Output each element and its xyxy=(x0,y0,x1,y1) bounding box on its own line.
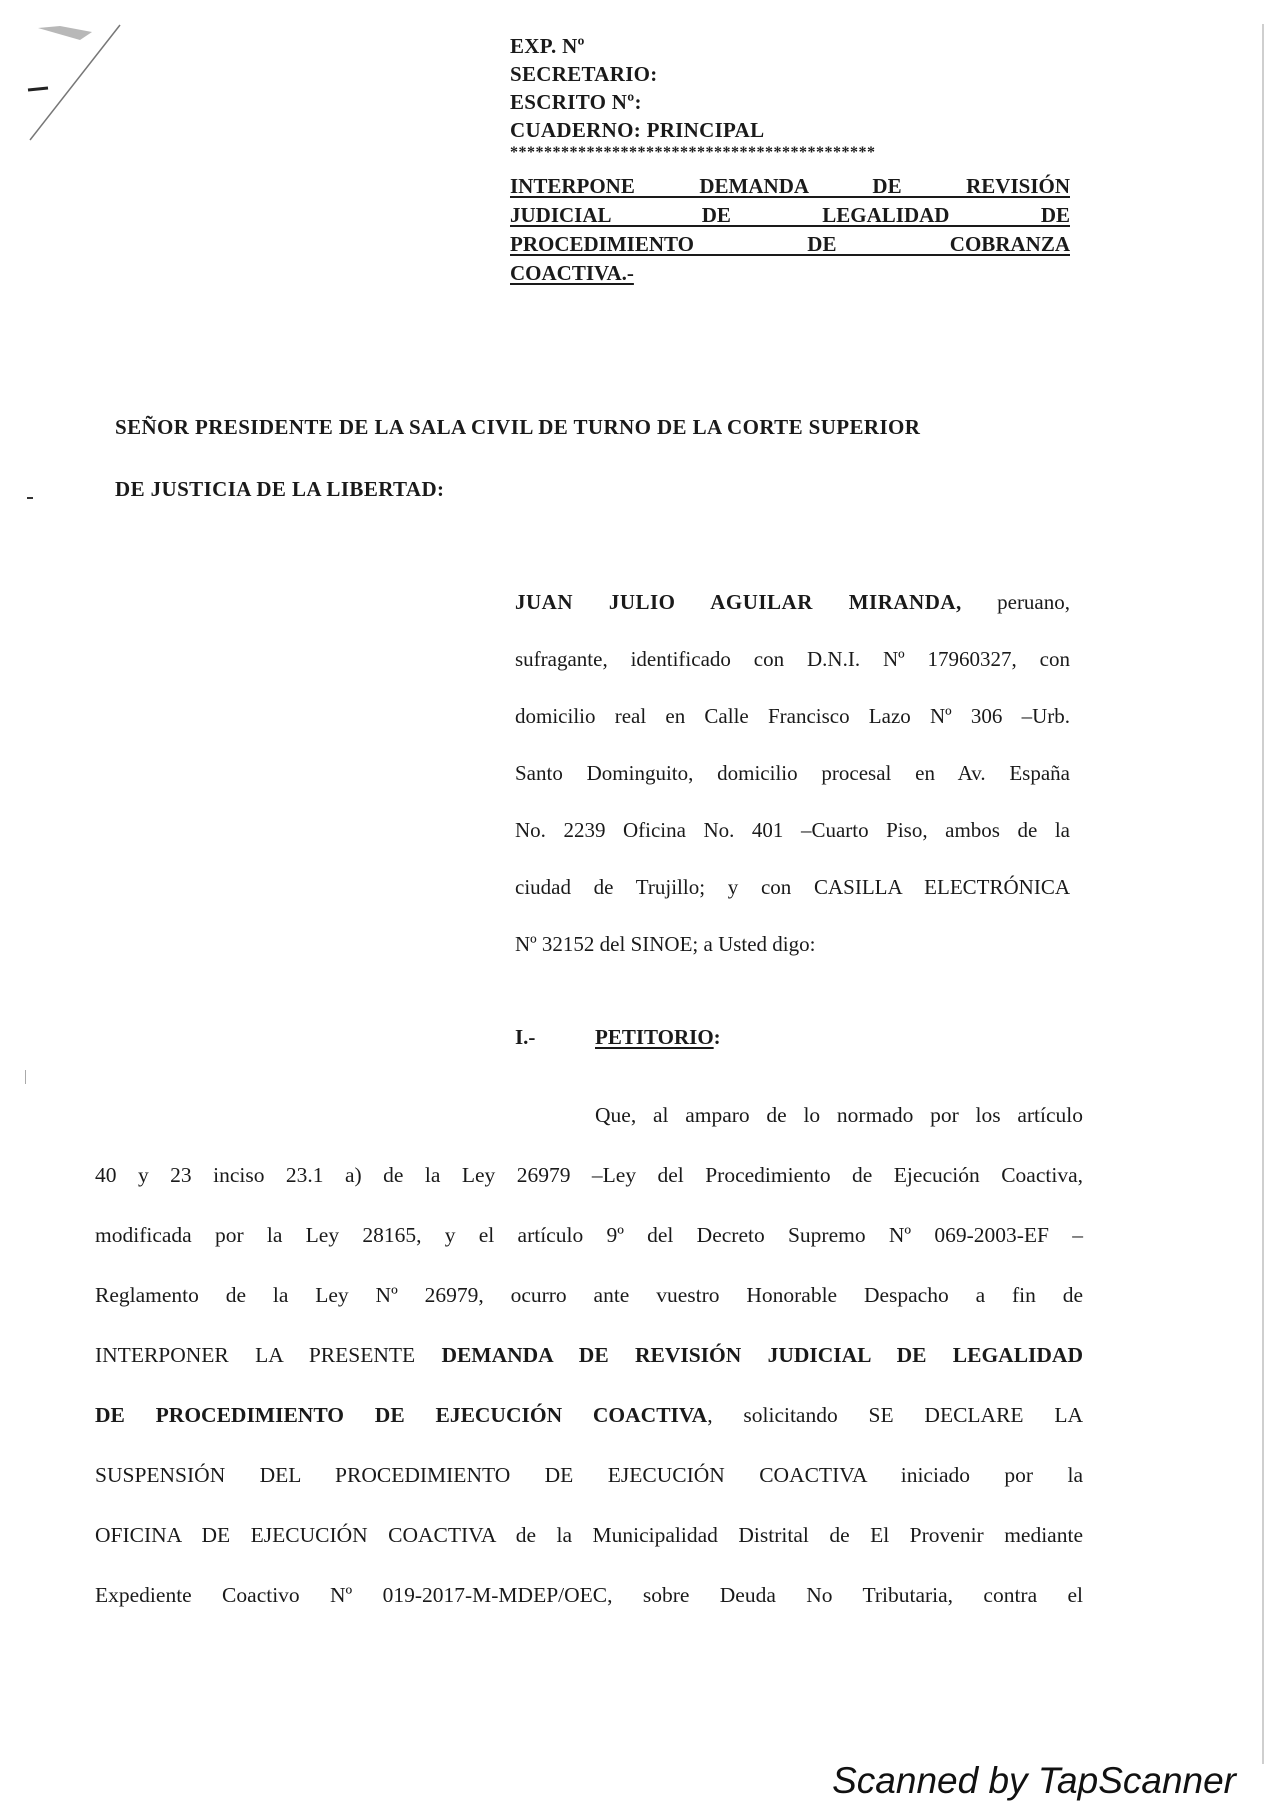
addressee-line: SEÑOR PRESIDENTE DE LA SALA CIVIL DE TURNO DE LA CORTE SUPERIOR xyxy=(115,415,921,439)
paragraph-line: Reglamento de la Ley Nº 26979, ocurro ante vuestro Honorable Despacho a fin de xyxy=(95,1283,1083,1307)
petitorio-paragraph xyxy=(95,1085,1083,1625)
section-colon: : xyxy=(713,1025,721,1049)
intro-line: Nº 32152 del SINOE; a Usted digo: xyxy=(515,932,816,956)
paragraph-line: Que, al amparo de lo normado por los artículo xyxy=(595,1103,1083,1127)
scan-mark xyxy=(25,1070,26,1084)
intro-line: Santo Dominguito, domicilio procesal en Av. España xyxy=(515,761,1070,785)
addressee xyxy=(115,396,1075,520)
paragraph-line xyxy=(95,1385,1083,1445)
separator-stars: ******************************************* xyxy=(510,144,876,161)
plaintiff-nationality: peruano, xyxy=(961,590,1071,614)
intro-line: sufragante, identificado con D.N.I. Nº 17960327, con xyxy=(515,647,1070,671)
section-number: I.- xyxy=(515,1025,536,1049)
paragraph-line xyxy=(95,1325,1083,1385)
addressee-line: DE JUSTICIA DE LA LIBERTAD: xyxy=(115,477,445,501)
plaintiff-intro xyxy=(515,574,1070,973)
paragraph-line: OFICINA DE EJECUCIÓN COACTIVA de la Municipalidad Distrital de El Provenir mediante xyxy=(95,1523,1083,1547)
paragraph-line: Expediente Coactivo Nº 019-2017-M-MDEP/OEC, sobre Deuda No Tributaria, contra el xyxy=(95,1583,1083,1607)
section-label: PETITORIO xyxy=(595,1025,714,1049)
cuaderno-label: CUADERNO: PRINCIPAL xyxy=(510,118,765,142)
paragraph-line: 40 y 23 inciso 23.1 a) de la Ley 26979 –Ley del Procedimiento de Ejecución Coactiva, xyxy=(95,1163,1083,1187)
scan-mark xyxy=(27,497,33,499)
paragraph-text: , solicitando SE DECLARE LA xyxy=(707,1403,1084,1427)
title-line: COACTIVA.- xyxy=(510,261,634,285)
scan-corner-mark xyxy=(20,20,130,150)
intro-line: ciudad de Trujillo; y con CASILLA ELECTRÓNICA xyxy=(515,875,1070,899)
title-line: INTERPONE DEMANDA DE REVISIÓN xyxy=(510,174,1070,198)
intro-line: No. 2239 Oficina No. 401 –Cuarto Piso, ambos de la xyxy=(515,818,1070,842)
paragraph-line: SUSPENSIÓN DEL PROCEDIMIENTO DE EJECUCIÓN COACTIVA iniciado por la xyxy=(95,1463,1083,1487)
paragraph-bold-text: DE PROCEDIMIENTO DE EJECUCIÓN COACTIVA xyxy=(95,1403,708,1427)
intro-line: domicilio real en Calle Francisco Lazo Nº 306 –Urb. xyxy=(515,704,1070,728)
paragraph-bold-text: DEMANDA DE REVISIÓN JUDICIAL DE LEGALIDAD xyxy=(441,1343,1083,1367)
intro-line xyxy=(515,574,1070,631)
case-header xyxy=(510,32,1070,288)
secretario-label: SECRETARIO: xyxy=(510,62,658,86)
escrito-label: ESCRITO Nº: xyxy=(510,90,642,114)
section-heading xyxy=(515,1022,1015,1052)
title-line: JUDICIAL DE LEGALIDAD DE xyxy=(510,203,1070,227)
document-title xyxy=(510,172,1070,288)
scan-page-edge xyxy=(1262,24,1264,1764)
plaintiff-name: JUAN JULIO AGUILAR MIRANDA, xyxy=(515,590,962,614)
paragraph-line: modificada por la Ley 28165, y el artículo 9º del Decreto Supremo Nº 069-2003-EF – xyxy=(95,1223,1083,1247)
expediente-label: EXP. Nº xyxy=(510,34,585,58)
title-line: PROCEDIMIENTO DE COBRANZA xyxy=(510,232,1070,256)
scanner-watermark: Scanned by TapScanner xyxy=(832,1760,1236,1801)
paragraph-text: INTERPONER LA PRESENTE xyxy=(95,1343,442,1367)
